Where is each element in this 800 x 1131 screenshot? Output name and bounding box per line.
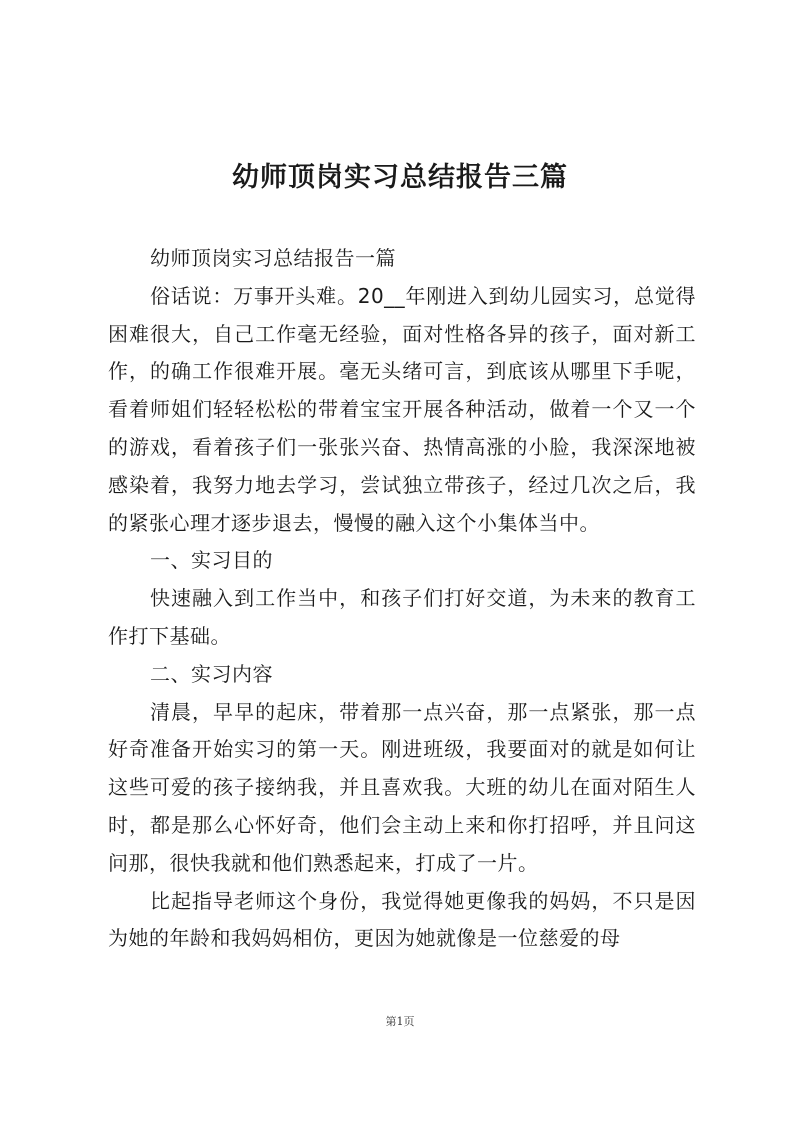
body-paragraph-purpose: 快速融入到工作当中，和孩子们打好交道，为未来的教育工作打下基础。 [108,586,696,648]
section-heading-report-one: 幼师顶岗实习总结报告一篇 [150,246,396,270]
body-paragraph-first-day: 清晨，早早的起床，带着那一点兴奋，那一点紧张，那一点好奇准备开始实习的第一天。刚进班级，我要面对的就是如何让这些可爱的孩子接纳我，并且喜欢我。大班的幼儿在面对陌生人时，都是那么心怀好奇，他们会主动上来和你打招呼，并且问这问那，很快我就和他们熟悉起来，打成了一片。 [108,699,696,875]
document-body [108,240,696,958]
section-heading-purpose: 一、实习目的 [150,548,273,573]
body-paragraph-mentor: 比起指导老师这个身份，我觉得她更像我的妈妈，不只是因为她的年龄和我妈妈相仿，更因为她就像是一位慈爱的母 [108,888,696,951]
body-paragraph-intro: 俗话说：万事开头难。20__年刚进入到幼儿园实习，总觉得困难很大，自己工作毫无经验，面对性格各异的孩子，面对新工作，的确工作很难开展。毫无头绪可言，到底该从哪里下手呢，看着师姐们轻轻松松的带着宝宝开展各种活动，做着一个又一个的游戏，看着孩子们一张张兴奋、热情高涨的小脸，我深深地被感染着，我努力地去学习，尝试独立带孩子，经过几次之后，我的紧张心理才逐步退去，慢慢的融入这个小集体当中。 [108,283,696,535]
document-title: 幼师顶岗实习总结报告三篇 [232,162,568,193]
page-number: 第1页 [385,1015,415,1028]
section-heading-content: 二、实习内容 [150,661,273,686]
